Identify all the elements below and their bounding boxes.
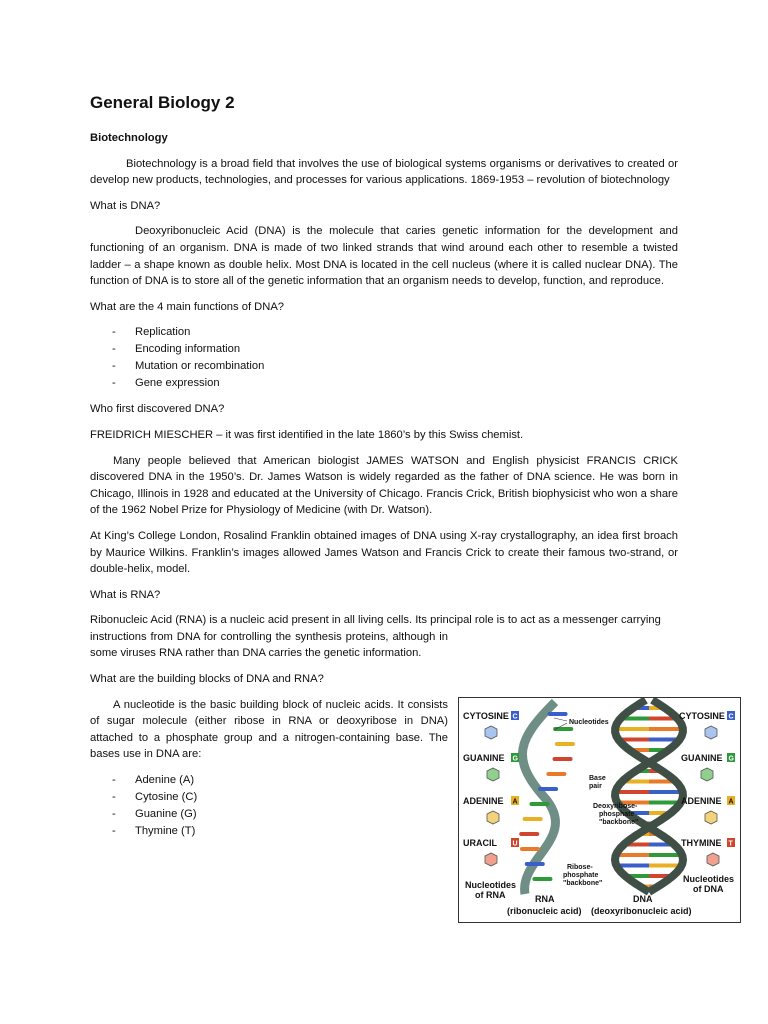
list-item: - Mutation or recombination xyxy=(90,358,678,375)
watson-crick-paragraph: Many people believed that American biologist JAMES WATSON and English physicist FRANCIS CRICK discovered DNA in the 1950’s. Dr. James Watson is widely regarded as the father of DNA science. He was born in Chicago, Illinois in 1928 and educated at the University of Chicago. Francis Crick, British biophysicist who won a share of the 1962 Nobel Prize for Physiology of Medicine (with Dr. Watson). xyxy=(90,454,678,517)
nucleotide-paragraph: A nucleotide is the basic building block of nucleic acids. It consists of sugar molecule (either ribose in RNA or deoxyribose in DNA) attached to a phosphate group and a nitrogen-containing base. The bases use in DNA are: xyxy=(90,698,448,761)
dna-base-rung xyxy=(615,727,649,731)
callout-ribose: phosphate xyxy=(563,872,599,879)
callout-deoxy: Deoxyribose- xyxy=(593,803,638,810)
right-caption: of DNA xyxy=(693,884,724,894)
callout-ribose: "backbone" xyxy=(563,880,603,887)
rna-base-rung xyxy=(546,772,566,776)
rna-base-rung xyxy=(525,862,545,866)
rna-base-rung xyxy=(529,802,549,806)
callout-base: Base xyxy=(589,775,606,782)
dna-label: DNA xyxy=(633,894,653,904)
dna-base-rung xyxy=(649,853,681,857)
left-base-label: CYTOSINE xyxy=(463,711,509,721)
section-heading: Biotechnology xyxy=(90,132,168,144)
miescher-paragraph: FREIDRICH MIESCHER – it was first identified in the late 1860’s by this Swiss chemist. xyxy=(90,428,524,441)
rna-definition-line: Ribonucleic Acid (RNA) is a nucleic acid present in all living cells. Its principal role is to act as a messenger carrying xyxy=(90,614,661,627)
rna-dna-svg xyxy=(459,698,740,922)
question-dna-functions: What are the 4 main functions of DNA? xyxy=(90,300,285,313)
base-letter: U xyxy=(512,840,518,848)
dna-base-rung xyxy=(616,790,649,794)
callout-nucleotides: Nucleotides xyxy=(569,719,609,726)
right-base-label: ADENINE xyxy=(681,796,722,806)
callout-deoxy: phosphate xyxy=(599,811,635,818)
list-item: - Replication xyxy=(90,324,678,341)
franklin-paragraph: At King’s College London, Rosalind Franklin obtained images of DNA using X-ray crystallography, an idea first broach by Maurice Wilkins. Franklin’s images allowed James Watson and Francis Crick to create their famous two-strand, or double-helix, model. xyxy=(90,529,678,576)
question-building-blocks: What are the building blocks of DNA and RNA? xyxy=(90,673,324,686)
rna-subtitle: (ribonucleic acid) xyxy=(507,906,582,916)
rna-base-rung xyxy=(555,742,575,746)
list-item: - Thymine (T) xyxy=(90,823,678,840)
dna-base-rung xyxy=(649,727,683,731)
base-letter: C xyxy=(512,713,518,721)
document-title: General Biology 2 xyxy=(90,93,235,112)
uracil-molecule-icon xyxy=(485,853,497,866)
rna-definition-continued: instructions from DNA for controlling the synthesis proteins, although in some viruses RNA rather than DNA carries the genetic information. xyxy=(90,630,448,660)
base-letter: G xyxy=(728,755,734,763)
question-dna: What is DNA? xyxy=(90,199,161,212)
rna-base-rung xyxy=(523,817,543,821)
base-letter: A xyxy=(728,798,734,806)
left-base-label: ADENINE xyxy=(463,796,504,806)
list-item: - Guanine (G) xyxy=(90,806,678,823)
question-discovered: Who first discovered DNA? xyxy=(90,403,225,416)
question-rna: What is RNA? xyxy=(90,588,161,601)
dna-definition-paragraph: Deoxyribonucleic Acid (DNA) is the molecule that caries genetic information for the development and functioning of an organism. DNA is made of two linked strands that wind around each other to resemble a twisted ladder – a shape known as double helix. Most DNA is located in the cell nucleus (where it is called nuclear DNA). The function of DNA is to store all of the genetic information that an organism needs to develop, function, and reproduce. xyxy=(90,225,678,288)
guanine-molecule-icon xyxy=(701,768,713,781)
cytosine-molecule-icon xyxy=(485,726,497,739)
base-letter: C xyxy=(728,713,734,721)
right-base-label: CYTOSINE xyxy=(679,711,725,721)
base-letter: T xyxy=(728,840,733,848)
list-item: - Adenine (A) xyxy=(90,772,678,789)
right-base-label: GUANINE xyxy=(681,753,723,763)
rna-base-rung xyxy=(519,832,539,836)
adenine-molecule-icon xyxy=(705,811,717,824)
callout-line xyxy=(554,718,567,721)
list-item: - Gene expression xyxy=(90,375,678,392)
left-base-label: GUANINE xyxy=(463,753,505,763)
callout-deoxy: "backbone" xyxy=(599,819,639,826)
base-letter: G xyxy=(512,755,518,763)
base-letter: A xyxy=(512,798,518,806)
dna-base-rung xyxy=(649,790,682,794)
list-item: - Cytosine (C) xyxy=(90,789,678,806)
dna-subtitle: (deoxyribonucleic acid) xyxy=(591,906,692,916)
rna-dna-diagram xyxy=(458,697,741,923)
biotech-paragraph: Biotechnology is a broad field that involves the use of biological systems organisms or derivatives to created or develop new products, technologies, and processes for various applications. 1869-1953 – revolution of biotechnology xyxy=(90,157,678,187)
left-caption: Nucleotides xyxy=(465,880,517,890)
rna-base-rung xyxy=(548,712,568,716)
rna-base-rung xyxy=(520,847,540,851)
callout-ribose: Ribose- xyxy=(567,864,593,871)
right-caption: Nucleotides xyxy=(683,874,735,884)
list-item: - Encoding information xyxy=(90,341,678,358)
cytosine-molecule-icon xyxy=(705,726,717,739)
left-caption: of RNA xyxy=(475,890,506,900)
rna-base-rung xyxy=(532,877,552,881)
left-base-label: URACIL xyxy=(463,838,497,848)
dna-base-rung xyxy=(617,853,649,857)
dna-functions-list xyxy=(90,324,678,392)
helix-drawing xyxy=(519,700,683,894)
adenine-molecule-icon xyxy=(487,811,499,824)
rna-base-rung xyxy=(538,787,558,791)
rna-label: RNA xyxy=(535,894,555,904)
rna-base-rung xyxy=(553,757,573,761)
thymine-molecule-icon xyxy=(707,853,719,866)
callout-pair: pair xyxy=(589,783,602,790)
right-base-label: THYMINE xyxy=(681,838,722,848)
guanine-molecule-icon xyxy=(487,768,499,781)
